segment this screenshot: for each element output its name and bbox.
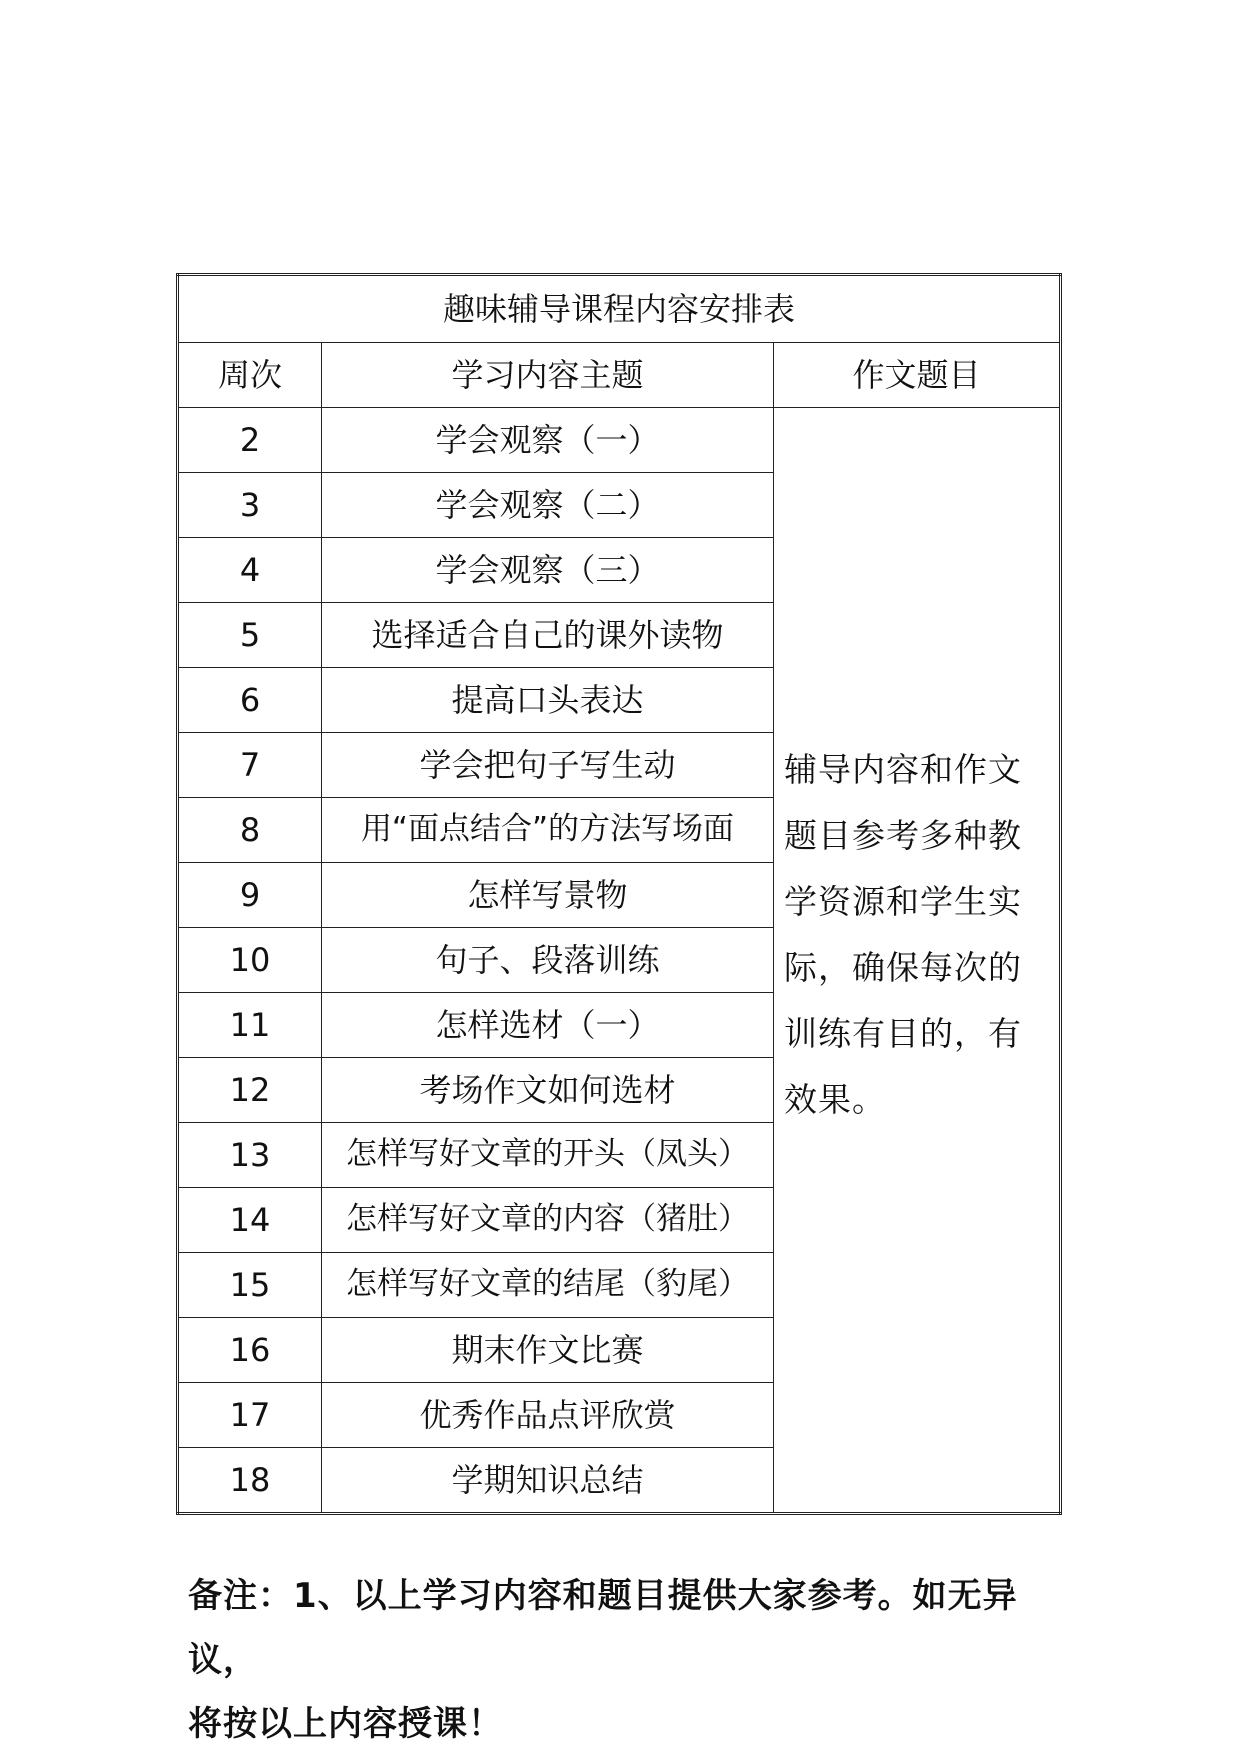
topic-cell: 选择适合自己的课外读物	[322, 603, 774, 668]
week-cell: 14	[178, 1188, 322, 1253]
topic-cell: 考场作文如何选材	[322, 1058, 774, 1123]
header-composition: 作文题目	[774, 343, 1061, 408]
topic-cell: 优秀作品点评欣赏	[322, 1383, 774, 1448]
table-title-row	[178, 275, 1061, 343]
week-cell: 15	[178, 1253, 322, 1318]
week-cell: 7	[178, 733, 322, 798]
topic-cell: 学期知识总结	[322, 1448, 774, 1514]
week-cell: 12	[178, 1058, 322, 1123]
week-cell: 2	[178, 408, 322, 473]
topic-cell: 句子、段落训练	[322, 928, 774, 993]
week-cell: 10	[178, 928, 322, 993]
topic-cell: 提高口头表达	[322, 668, 774, 733]
week-cell: 4	[178, 538, 322, 603]
week-cell: 16	[178, 1318, 322, 1383]
table-title: 趣味辅导课程内容安排表	[178, 275, 1061, 343]
topic-cell: 怎样写景物	[322, 863, 774, 928]
topic-cell: 怎样写好文章的内容（猪肚）	[322, 1188, 774, 1253]
topic-cell: 怎样写好文章的结尾（豹尾）	[322, 1253, 774, 1318]
week-cell: 18	[178, 1448, 322, 1514]
topic-cell: 用“面点结合”的方法写场面	[322, 798, 774, 863]
week-cell: 8	[178, 798, 322, 863]
week-cell: 11	[178, 993, 322, 1058]
week-cell: 9	[178, 863, 322, 928]
table-row	[178, 408, 1061, 473]
course-schedule-table	[176, 273, 1062, 1515]
topic-cell: 怎样写好文章的开头（凤头）	[322, 1123, 774, 1188]
remark-line-1: 备注：1、以上学习内容和题目提供大家参考。如无异议，	[188, 1576, 1018, 1680]
week-cell: 6	[178, 668, 322, 733]
table-header-row	[178, 343, 1061, 408]
topic-cell: 学会观察（二）	[322, 473, 774, 538]
week-cell: 13	[178, 1123, 322, 1188]
topic-cell: 学会观察（一）	[322, 408, 774, 473]
week-cell: 5	[178, 603, 322, 668]
header-topic: 学习内容主题	[322, 343, 774, 408]
header-week: 周次	[178, 343, 322, 408]
topic-cell: 期末作文比赛	[322, 1318, 774, 1383]
remark-note	[188, 1564, 1068, 1756]
topic-cell: 学会把句子写生动	[322, 733, 774, 798]
remark-line-2: 将按以上内容授课！	[188, 1704, 503, 1744]
topic-cell: 怎样选材（一）	[322, 993, 774, 1058]
composition-note: 辅导内容和作文题目参考多种教学资源和学生实际，确保每次的训练有目的，有效果。	[774, 408, 1061, 1514]
week-cell: 17	[178, 1383, 322, 1448]
week-cell: 3	[178, 473, 322, 538]
topic-cell: 学会观察（三）	[322, 538, 774, 603]
